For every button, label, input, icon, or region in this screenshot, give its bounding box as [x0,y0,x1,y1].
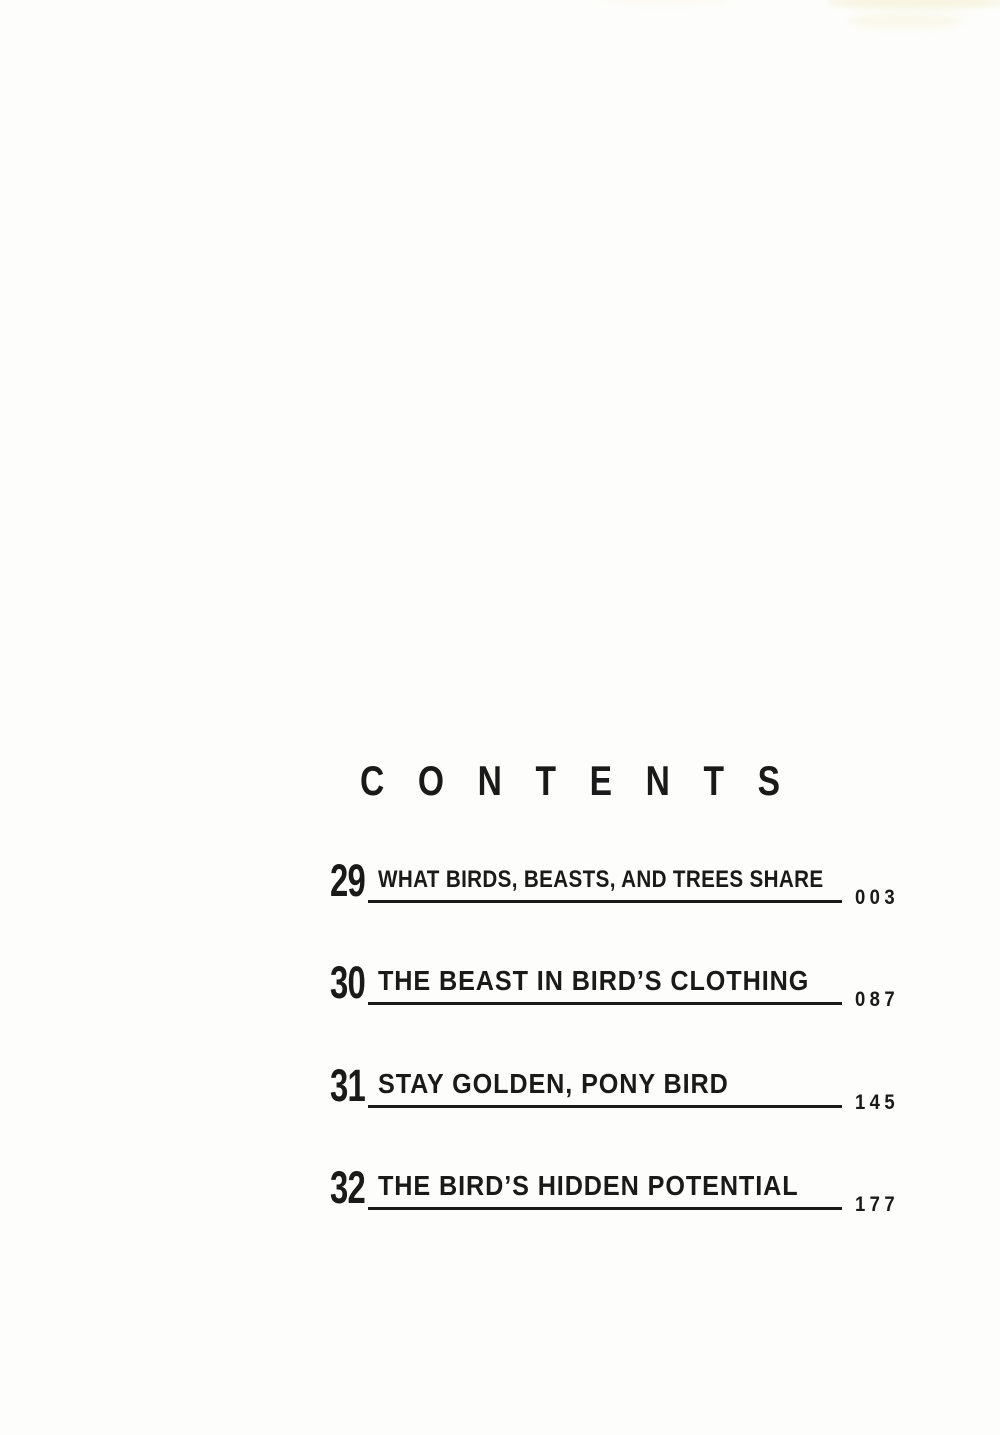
page-number: 145 [855,1091,900,1114]
leader-rule [368,1002,842,1005]
chapter-title: THE BEAST IN BIRD’S CLOTHING [378,965,810,996]
chapter-number: 30 [330,957,366,1008]
page-title: CONTENTS [360,757,814,804]
chapter-title: WHAT BIRDS, BEASTS, AND TREES SHARE [378,866,824,893]
page-number: 087 [855,988,900,1011]
toc-entry [0,856,1000,920]
chapter-number: 29 [330,855,366,906]
scan-smudge [826,0,1000,8]
page-number: 177 [855,1193,900,1216]
toc-entry [0,1163,1000,1227]
leader-rule [368,1105,842,1108]
chapter-number: 31 [330,1060,366,1111]
leader-rule [368,900,842,903]
scan-smudge [598,0,728,3]
chapter-title: THE BIRD’S HIDDEN POTENTIAL [378,1170,799,1201]
scan-smudge [848,14,963,28]
toc-entry [0,1061,1000,1125]
leader-rule [368,1207,842,1210]
chapter-title: STAY GOLDEN, PONY BIRD [378,1068,729,1099]
page-number: 003 [855,886,900,909]
chapter-number: 32 [330,1162,366,1213]
toc-entry [0,958,1000,1022]
